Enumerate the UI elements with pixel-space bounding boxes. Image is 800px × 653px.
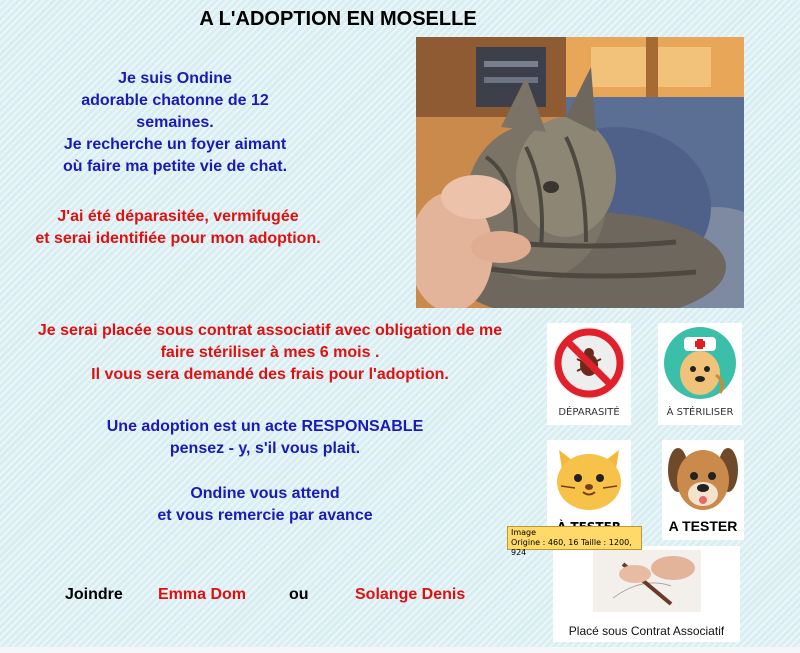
- dog-face-icon: [662, 440, 744, 516]
- tooltip-title: Image: [511, 528, 537, 537]
- care-line: et serai identifiée pour mon adoption.: [35, 230, 321, 247]
- intro-line: adorable chatonne de 12: [81, 92, 269, 109]
- responsibility-line: Une adoption est un acte RESPONSABLE: [106, 418, 424, 435]
- cat-test-card: [547, 440, 631, 540]
- page-title: A L'ADOPTION EN MOSELLE: [199, 8, 477, 30]
- contact-link-solange[interactable]: Solange Denis: [355, 586, 466, 603]
- dog-test-label: A TESTER: [668, 518, 738, 534]
- intro-text: [20, 68, 330, 178]
- waiting-line: et vous remercie par avance: [157, 507, 373, 524]
- waiting-line: Ondine vous attend: [190, 485, 340, 502]
- intro-line: Je recherche un foyer aimant: [63, 136, 287, 153]
- contract-line: Je serai placée sous contrat associatif avec obligation de me: [37, 322, 503, 339]
- contract-line: faire stériliser à mes 6 mois .: [160, 344, 380, 361]
- contract-card: [553, 546, 740, 642]
- waiting-text: [110, 483, 420, 527]
- deparasite-card: [547, 323, 631, 425]
- join-label: Joindre: [65, 586, 123, 603]
- contact-row: [0, 586, 540, 610]
- intro-line: Je suis Ondine: [118, 70, 232, 87]
- cat-face-icon: [547, 440, 631, 516]
- tooltip-details: Origine : 460, 16 Taille : 1200, 924: [511, 538, 632, 557]
- responsibility-line: pensez - y, s'il vous plait.: [169, 440, 361, 457]
- care-line: J'ai été déparasitée, vermifugée: [57, 208, 299, 225]
- steriliser-card: [658, 323, 742, 425]
- deparasite-label: DÉPARASITÉ: [558, 407, 620, 418]
- vet-dog-icon: [658, 323, 742, 403]
- kitten-photo-illustration: [416, 37, 744, 308]
- contact-link-emma[interactable]: Emma Dom: [158, 586, 247, 603]
- image-info-tooltip: [507, 526, 642, 557]
- bug-prohibited-icon: [547, 323, 631, 403]
- or-label: ou: [289, 586, 309, 603]
- contract-text: [0, 320, 540, 386]
- care-text: [0, 206, 356, 250]
- bottom-scrollbar[interactable]: [0, 647, 800, 653]
- intro-line: semaines.: [136, 114, 214, 131]
- steriliser-label: À STÉRILISER: [666, 407, 734, 418]
- contract-line: Il vous sera demandé des frais pour l'adoption.: [91, 366, 449, 383]
- kitten-photo[interactable]: [416, 37, 744, 308]
- dog-test-card: [662, 440, 744, 540]
- contract-label: Placé sous Contrat Associatif: [568, 624, 725, 638]
- intro-line: où faire ma petite vie de chat.: [62, 158, 288, 175]
- responsibility-text: [60, 416, 470, 460]
